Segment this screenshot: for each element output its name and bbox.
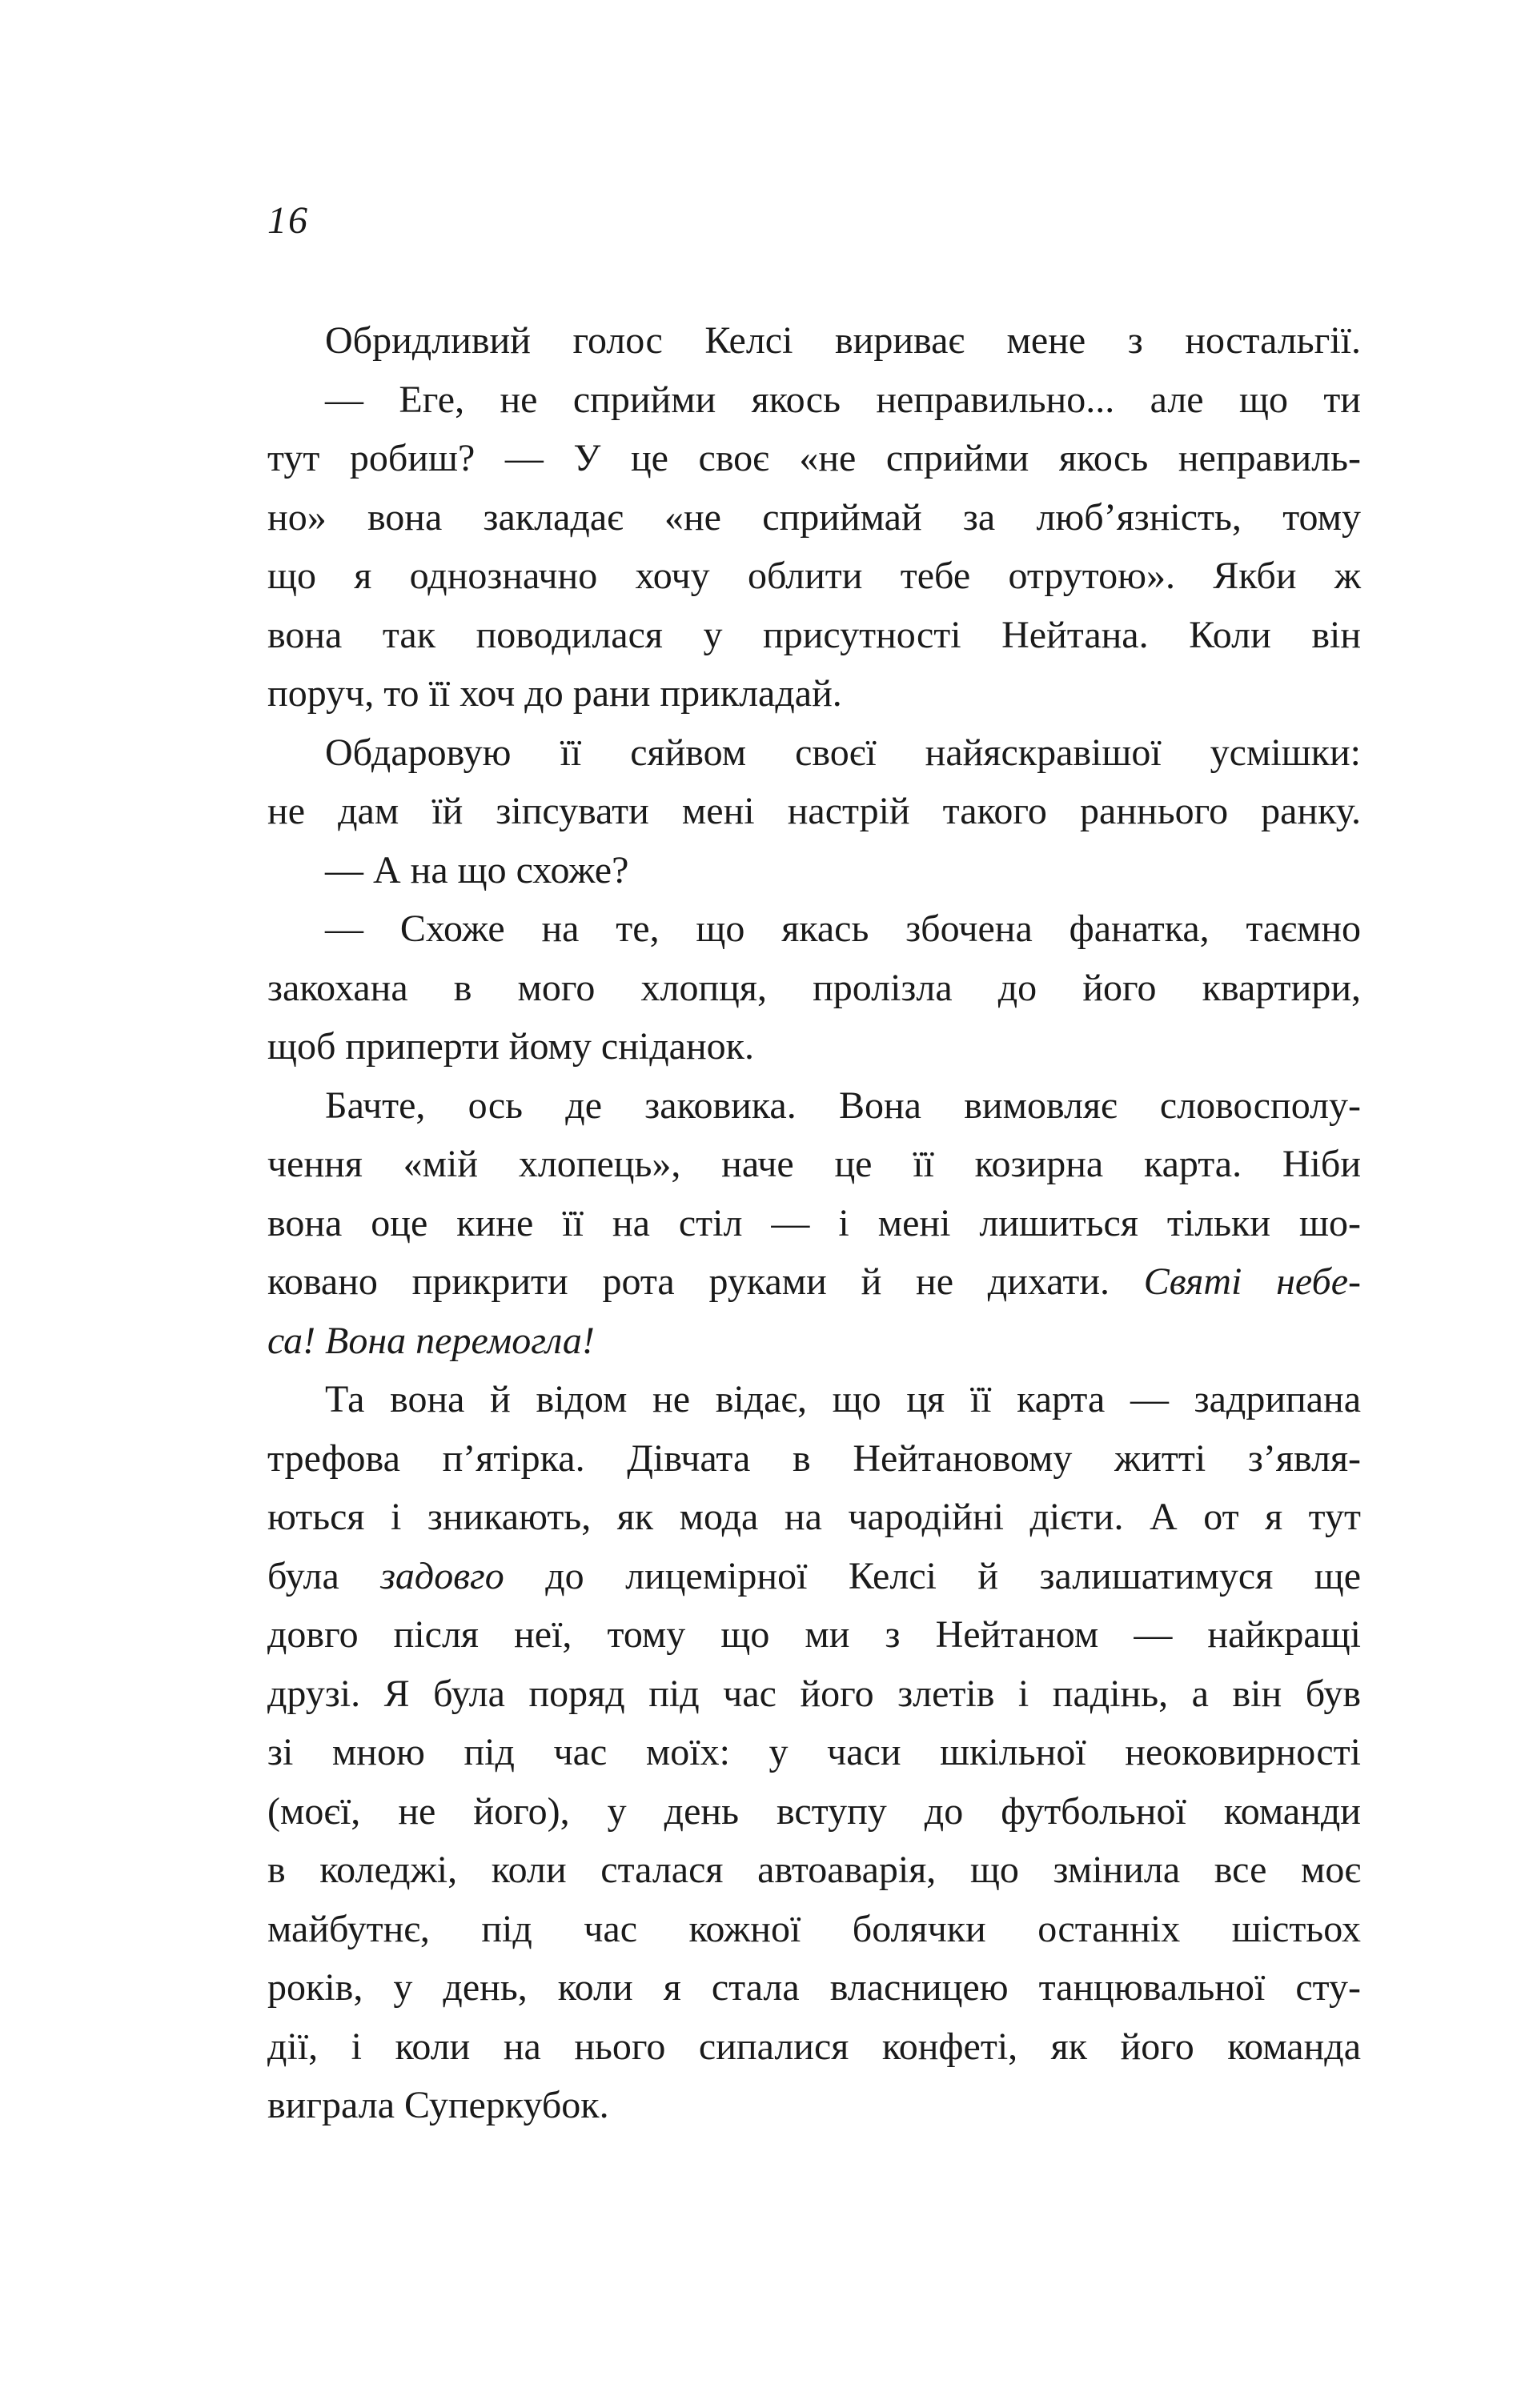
text-line xyxy=(267,1958,1361,2017)
text-line xyxy=(267,1017,1361,1076)
text-line xyxy=(267,1841,1361,1900)
text-line xyxy=(267,1782,1361,1841)
paragraph xyxy=(267,1370,1361,2135)
paragraph xyxy=(267,311,1361,371)
text-segment: — А на що схоже? xyxy=(325,848,629,891)
text-line xyxy=(267,488,1361,547)
text-segment: вона так поводилася у присутності Нейтана. Коли він xyxy=(267,613,1361,656)
text-segment: ковано прикрити рота руками й не дихати. xyxy=(267,1260,1144,1303)
text-segment: майбутнє, під час кожної болячки останніх шістьох xyxy=(267,1907,1361,1950)
text-line xyxy=(267,1252,1361,1312)
text-segment: в коледжі, коли сталася автоаварія, що змінила все моє xyxy=(267,1849,1361,1891)
text-segment: зі мною під час моїх: у часи шкільної неоковирності xyxy=(267,1731,1361,1773)
text-line xyxy=(267,723,1361,783)
text-segment: — Схоже на те, що якась збочена фанатка, таємно xyxy=(325,908,1361,950)
italic-text-segment: са! Вона перемогла! xyxy=(267,1319,595,1362)
text-segment: Та вона й відом не відає, що ця її карта — задрипана xyxy=(325,1378,1361,1420)
paragraph xyxy=(267,899,1361,1076)
text-line xyxy=(267,1135,1361,1194)
paragraph xyxy=(267,1076,1361,1371)
text-segment: була xyxy=(267,1554,381,1597)
text-segment: (моєї, не його), у день вступу до футбольної команди xyxy=(267,1789,1361,1833)
text-line xyxy=(267,1370,1361,1429)
text-segment: дії, і коли на нього сипалися конфеті, як його команда xyxy=(267,2025,1361,2068)
text-block xyxy=(267,311,1361,2135)
text-line xyxy=(267,2017,1361,2077)
text-line xyxy=(267,1312,1361,1371)
text-line xyxy=(267,841,1361,900)
text-line xyxy=(267,429,1361,488)
text-segment: Бачте, ось де заковика. Вона вимовляє словосполу- xyxy=(325,1084,1361,1127)
text-segment: Обридливий голос Келсі вириває мене з ностальгії. xyxy=(325,319,1361,362)
text-segment: трефова п’ятірка. Дівчата в Нейтановому житті з’явля- xyxy=(267,1436,1361,1480)
text-segment: до лицемірної Келсі й залишатимуся ще xyxy=(504,1554,1361,1597)
text-line xyxy=(267,547,1361,606)
text-line xyxy=(267,1429,1361,1488)
text-line xyxy=(267,2076,1361,2135)
text-segment: тут робиш? — У це своє «не сприйми якось неправиль- xyxy=(267,437,1361,479)
text-segment: років, у день, коли я стала власницею танцювальної сту- xyxy=(267,1966,1361,2009)
text-line xyxy=(267,1723,1361,1782)
text-line xyxy=(267,959,1361,1018)
text-segment: вона оце кине її на стіл — і мені лишиться тільки шо- xyxy=(267,1201,1361,1244)
text-line xyxy=(267,1665,1361,1724)
text-segment: щоб приперти йому сніданок. xyxy=(267,1025,754,1068)
text-line xyxy=(267,899,1361,959)
text-line xyxy=(267,1076,1361,1136)
text-segment: — Еге, не сприйми якось неправильно... але що ти xyxy=(325,378,1361,421)
text-segment: закохана в мого хлопця, пролізла до його квартири, xyxy=(267,966,1361,1009)
text-line xyxy=(267,371,1361,430)
text-segment: поруч, то її хоч до рани прикладай. xyxy=(267,672,842,715)
text-line xyxy=(267,606,1361,665)
italic-text-segment: задовго xyxy=(380,1554,504,1597)
text-segment: чення «мій хлопець», наче це її козирна карта. Ніби xyxy=(267,1143,1361,1185)
text-segment: що я однозначно хочу облити тебе отрутою». Якби ж xyxy=(267,555,1361,597)
text-segment: ються і зникають, як мода на чародійні дієти. А от я тут xyxy=(267,1496,1361,1538)
paragraph xyxy=(267,371,1361,723)
text-line xyxy=(267,1547,1361,1606)
text-segment: друзі. Я була поряд під час його злетів і падінь, а він був xyxy=(267,1672,1361,1715)
text-segment: не дам їй зіпсувати мені настрій такого раннього ранку. xyxy=(267,790,1361,832)
paragraph xyxy=(267,841,1361,900)
page-number: 16 xyxy=(267,199,309,242)
text-segment: Обдаровую її сяйвом своєї найяскравішої усмішки: xyxy=(325,731,1361,774)
text-segment: довго після неї, тому що ми з Нейтаном — найкращі xyxy=(267,1613,1361,1656)
text-line xyxy=(267,1900,1361,1959)
text-line xyxy=(267,664,1361,723)
text-line xyxy=(267,1194,1361,1253)
text-segment: виграла Суперкубок. xyxy=(267,2084,609,2126)
italic-text-segment: Святі небе- xyxy=(1143,1260,1361,1303)
text-segment: но» вона закладає «не сприймай за люб’язність, тому xyxy=(267,495,1361,539)
text-line xyxy=(267,1605,1361,1665)
paragraph xyxy=(267,723,1361,841)
text-line xyxy=(267,1488,1361,1547)
text-line xyxy=(267,782,1361,841)
text-line xyxy=(267,311,1361,371)
